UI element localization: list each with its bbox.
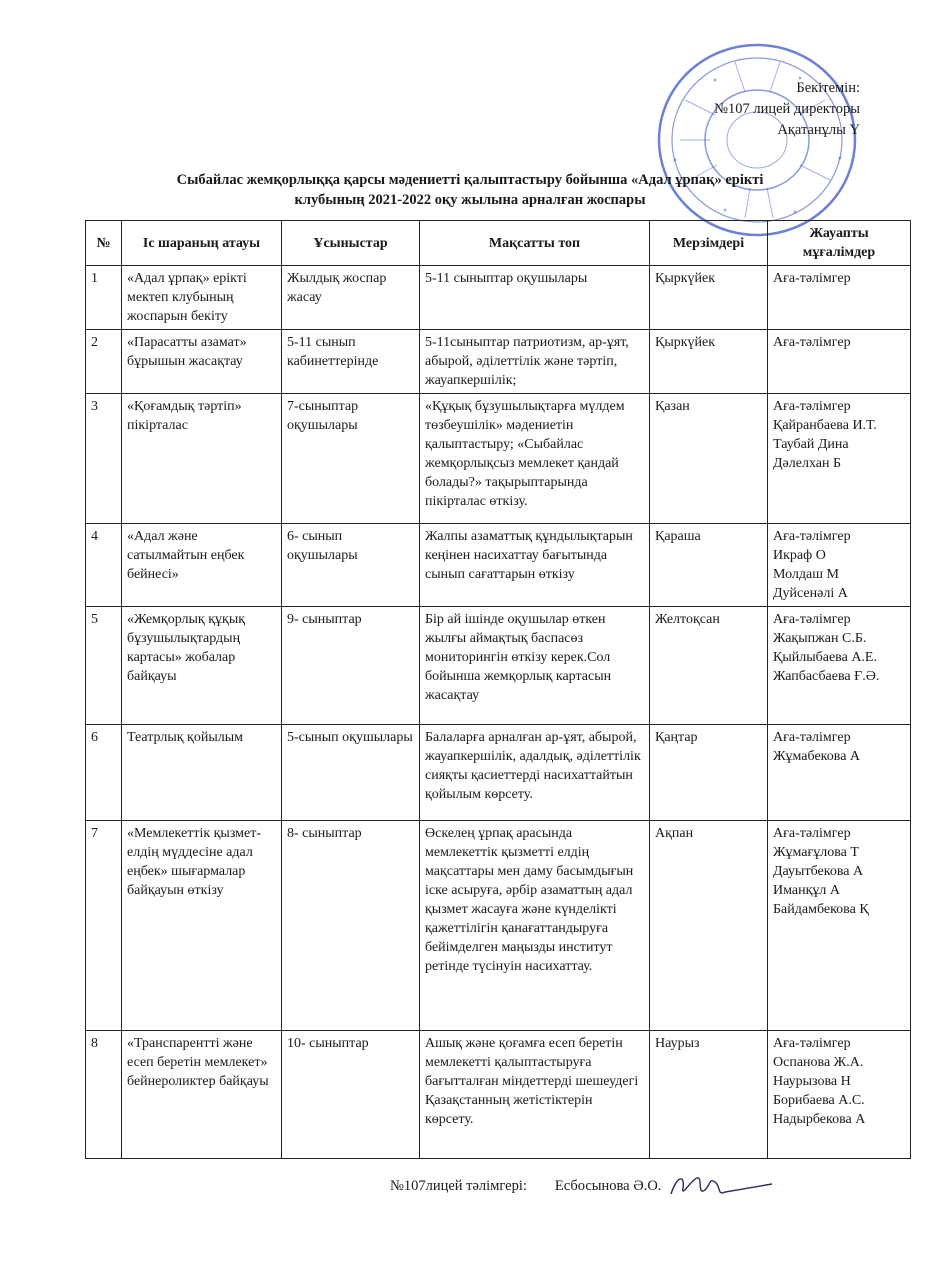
cell-term: Желтоқсан (650, 607, 768, 725)
footer-org: №107лицей тәлімгері: (390, 1177, 527, 1194)
cell-term: Қазан (650, 394, 768, 524)
table-header-row (86, 221, 911, 266)
responsible-teacher: Иманқұл А (773, 883, 840, 898)
cell-event-name: «Адал және сатылмайтын еңбек бейнесі» (122, 524, 282, 607)
responsible-teacher: Аға-тәлімгер (773, 335, 851, 350)
cell-target-group: Ашық және қоғамға есеп беретін мемлекетті қалыптастыруға бағытталған міндеттерді шешеудегі Қазақстанның жетістіктерін көрсету. (420, 1031, 650, 1159)
cell-event-name: «Жемқорлық құқық бұзушылықтардың картасы» жобалар байқауы (122, 607, 282, 725)
cell-proposal: Жылдық жоспар жасау (282, 266, 420, 330)
cell-term: Қаңтар (650, 725, 768, 821)
header-deadlines: Мерзімдері (650, 221, 768, 266)
responsible-teacher: Қайранбаева И.Т. (773, 418, 877, 433)
header-proposals: Ұсыныстар (282, 221, 420, 266)
responsible-teacher: Жұмабекова А (773, 749, 861, 764)
cell-responsible (768, 394, 911, 524)
header-event-name: Іс шараның атауы (122, 221, 282, 266)
cell-target-group: Бір ай ішінде оқушылар өткен жылғы аймақтық баспасөз мониторингін өткізу керек.Сол бойынша жемқорлық картасын жасақтау (420, 607, 650, 725)
cell-target-group: Өскелең ұрпақ арасында мемлекеттік қызметті елдің мақсаттары мен даму басымдығын іске асыруға, әрбір азаматтың адал қызмет жасауға және күнделікті қажеттілігін қанағаттандыруға бейімделген маңызды институт ретінде түсінуін насихаттау. (420, 821, 650, 1031)
cell-target-group: 5-11 сыныптар оқушылары (420, 266, 650, 330)
cell-term: Наурыз (650, 1031, 768, 1159)
responsible-teacher: Жақыпжан С.Б. (773, 631, 867, 646)
responsible-teacher: Аға-тәлімгер (773, 399, 851, 414)
header-responsible: Жауапты мұғалімдер (768, 221, 911, 266)
plan-table (85, 220, 911, 1159)
cell-proposal: 10- сыныптар (282, 1031, 420, 1159)
responsible-teacher: Аға-тәлімгер (773, 730, 851, 745)
cell-event-name: «Мемлекеттік қызмет- елдің мүддесіне адал еңбек» шығармалар байқауын өткізу (122, 821, 282, 1031)
table-row (86, 725, 911, 821)
title-line-2: клубының 2021-2022 оқу жылына арналған жоспары (294, 192, 646, 208)
cell-proposal: 5-11 сынып кабинеттерінде (282, 330, 420, 394)
approval-label: Бекітемін: (796, 80, 860, 96)
approval-block (680, 78, 860, 141)
table-row (86, 1031, 911, 1159)
cell-number: 3 (86, 394, 122, 524)
cell-responsible (768, 266, 911, 330)
responsible-teacher: Қыйлыбаева А.Е. (773, 650, 877, 665)
responsible-teacher: Аға-тәлімгер (773, 271, 851, 286)
cell-event-name: «Қоғамдық тәртіп» пікірталас (122, 394, 282, 524)
handwritten-signature (667, 1170, 777, 1202)
cell-proposal: 8- сыныптар (282, 821, 420, 1031)
approval-director-title: №107 лицей директоры (714, 101, 860, 117)
responsible-teacher: Таубай Дина (773, 437, 849, 452)
cell-proposal: 9- сыныптар (282, 607, 420, 725)
cell-responsible (768, 821, 911, 1031)
responsible-teacher: Молдаш М (773, 567, 839, 582)
responsible-teacher: Аға-тәлімгер (773, 612, 851, 627)
cell-term: Қыркүйек (650, 266, 768, 330)
table-row (86, 394, 911, 524)
cell-event-name: «Парасатты азамат» бұрышын жасақтау (122, 330, 282, 394)
cell-number: 8 (86, 1031, 122, 1159)
table-row (86, 524, 911, 607)
cell-number: 7 (86, 821, 122, 1031)
cell-number: 2 (86, 330, 122, 394)
cell-responsible (768, 330, 911, 394)
cell-target-group: 5-11сыныптар патриотизм, ар-ұят, абырой, әділеттілік және тәртіп, жауапкершілік; (420, 330, 650, 394)
responsible-teacher: Аға-тәлімгер (773, 529, 851, 544)
cell-number: 1 (86, 266, 122, 330)
cell-responsible (768, 1031, 911, 1159)
responsible-teacher: Дауытбекова А (773, 864, 864, 879)
cell-proposal: 7-сыныптар оқушылары (282, 394, 420, 524)
cell-term: Қыркүйек (650, 330, 768, 394)
cell-target-group: Балаларға арналған ар-ұят, абырой, жауапкершілік, адалдық, әділеттілік сияқты қасиеттерді насихаттайтын қойылым көрсету. (420, 725, 650, 821)
responsible-teacher: Надырбекова А (773, 1112, 866, 1127)
cell-term: Ақпан (650, 821, 768, 1031)
responsible-teacher: Байдамбекова Қ (773, 902, 869, 917)
table-row (86, 266, 911, 330)
header-number: № (86, 221, 122, 266)
header-target-group: Мақсатты топ (420, 221, 650, 266)
responsible-teacher: Дуйсенәлі А (773, 586, 848, 601)
approval-director-name: Ақатанұлы Ү (777, 122, 860, 138)
cell-event-name: «Адал ұрпақ» ерікті мектеп клубының жоспарын бекіту (122, 266, 282, 330)
responsible-teacher: Оспанова Ж.А. (773, 1055, 864, 1070)
table-body (86, 266, 911, 1159)
responsible-teacher: Аға-тәлімгер (773, 826, 851, 841)
responsible-teacher: Жапбасбаева Ғ.Ә. (773, 669, 880, 684)
responsible-teacher: Борибаева А.С. (773, 1093, 865, 1108)
responsible-teacher: Наурызова Н (773, 1074, 851, 1089)
table-row (86, 330, 911, 394)
responsible-teacher: Икраф О (773, 548, 826, 563)
table-row (86, 607, 911, 725)
cell-responsible (768, 607, 911, 725)
cell-target-group: Жалпы азаматтық құндылықтарын кеңінен насихаттау бағытында сынып сағаттарын өткізу (420, 524, 650, 607)
footer-name: Есбосынова Ә.О. (554, 1177, 662, 1194)
cell-target-group: «Құқық бұзушылықтарға мүлдем төзбеушілік» мәдениетін қалыптастыру; «Сыбайлас жемқорлықсыз мемлекет қандай болады?» тақырыптарында пікірталас өткізу. (420, 394, 650, 524)
document-title (110, 170, 830, 210)
cell-number: 5 (86, 607, 122, 725)
cell-proposal: 5-сынып оқушылары (282, 725, 420, 821)
cell-responsible (768, 725, 911, 821)
responsible-teacher: Дәлелхан Б (773, 456, 842, 471)
cell-event-name: «Транспарентті және есеп беретін мемлекет» бейнероликтер байқауы (122, 1031, 282, 1159)
cell-event-name: Театрлық қойылым (122, 725, 282, 821)
table-row (86, 821, 911, 1031)
cell-number: 4 (86, 524, 122, 607)
cell-responsible (768, 524, 911, 607)
cell-number: 6 (86, 725, 122, 821)
title-line-1: Сыбайлас жемқорлыққа қарсы мәдениетті қалыптастыру бойынша «Адал ұрпақ» ерікті (176, 172, 764, 188)
responsible-teacher: Аға-тәлімгер (773, 1036, 851, 1051)
footer-signature (390, 1170, 777, 1202)
cell-proposal: 6- сынып оқушылары (282, 524, 420, 607)
responsible-teacher: Жұмағұлова Т (773, 845, 859, 860)
cell-term: Қараша (650, 524, 768, 607)
